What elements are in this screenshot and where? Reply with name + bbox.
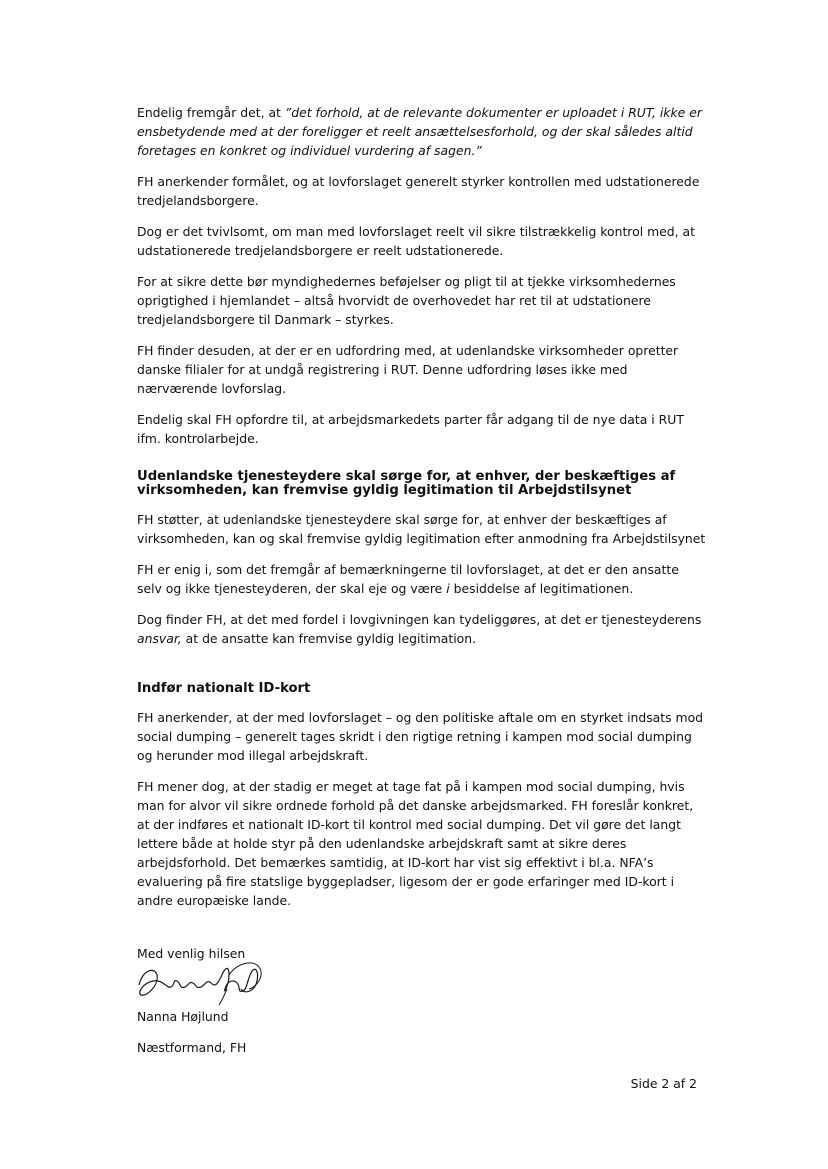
paragraph: Dog finder FH, at det med fordel i lovgivningen kan tydeliggøres, at det er tjenesteyderens ansvar, at de ansatte kan fremvise gyldig legitimation.	[137, 612, 702, 646]
paragraph: FH er enig i, som det fremgår af bemærkningerne til lovforslaget, at det er den ansatte selv og ikke tjenesteyderen, der skal eje og være i besiddelse af legitimationen.	[137, 562, 679, 596]
document-body	[137, 103, 707, 1057]
paragraph: Endelig skal FH opfordre til, at arbejdsmarkedets parter får adgang til de nye data i RUT ifm. kontrolarbejde.	[137, 412, 684, 446]
paragraph: FH anerkender formålet, og at lovforslaget generelt styrker kontrollen med udstationerede tredjelandsborgere.	[137, 174, 700, 208]
signatory-title: Næstformand, FH	[137, 1040, 247, 1055]
signatory-name: Nanna Højlund	[137, 1009, 229, 1024]
signature	[137, 963, 707, 1007]
handwritten-signature-icon	[133, 955, 273, 1015]
paragraph: For at sikre dette bør myndighedernes beføjelser og pligt til at tjekke virksomhedernes oprigtighed i hjemlandet – altså hvorvidt de overhovedet har ret til at udstationere tredjelandsborgere til Danmark – styrkes.	[137, 274, 676, 327]
paragraph: FH støtter, at udenlandske tjenesteydere skal sørge for, at enhver der beskæftiges af virksomheden, kan og skal fremvise gyldig legitimation efter anmodning fra Arbejdstilsynet	[137, 512, 706, 546]
paragraph-lead: Endelig fremgår det, at	[137, 105, 285, 120]
closing-block	[137, 944, 707, 1057]
paragraph: Dog er det tvivlsomt, om man med lovforslaget reelt vil sikre tilstrækkelig kontrol med, at udstationerede tredjelandsborgere er reelt udstationerede.	[137, 224, 695, 258]
closing-greeting: Med venlig hilsen	[137, 946, 246, 961]
paragraph-rut-quote	[137, 103, 707, 160]
paragraph: FH mener dog, at der stadig er meget at tage fat på i kampen mod social dumping, hvis man for alvor vil sikre ordnede forhold på det danske arbejdsmarked. FH foreslår konkret, at der indføres et nationalt ID-kort til kontrol med social dumping. Det vil gøre det langt lettere både at holde styr på den udenlandske arbejdskraft samt at sikre deres arbejdsforhold. Det bemærkes samtidig, at ID-kort har vist sig effektivt i bl.a. NFA’s evaluering på fire statslige byggepladser, ligesom der er gode erfaringer med ID-kort i andre europæiske lande.	[137, 779, 694, 908]
quoted-text: ”det forhold, at de relevante dokumenter er uploadet i RUT, ikke er ensbetydende med at der foreligger et reelt ansættelsesforhold, og der skal således altid foretages en konkret og individuel vurdering af sagen.”	[137, 105, 702, 158]
section-heading-legitimation: Udenlandske tjenesteydere skal sørge for, at enhver, der beskæftiges af virksomheden, kan fremvise gyldig legitimation til Arbejdstilsynet	[137, 469, 676, 498]
paragraph: FH anerkender, at der med lovforslaget – og den politiske aftale om en styrket indsats mod social dumping – generelt tages skridt i den rigtige retning i kampen mod social dumping og herunder mod illegal arbejdskraft.	[137, 710, 704, 763]
paragraph: FH finder desuden, at der er en udfordring med, at udenlandske virksomheder opretter danske filialer for at undgå registrering i RUT. Denne udfordring løses ikke med nærværende lovforslag.	[137, 343, 679, 396]
section-heading-id-kort: Indfør nationalt ID-kort	[137, 681, 311, 696]
page-number: Side 2 af 2	[630, 1076, 697, 1091]
